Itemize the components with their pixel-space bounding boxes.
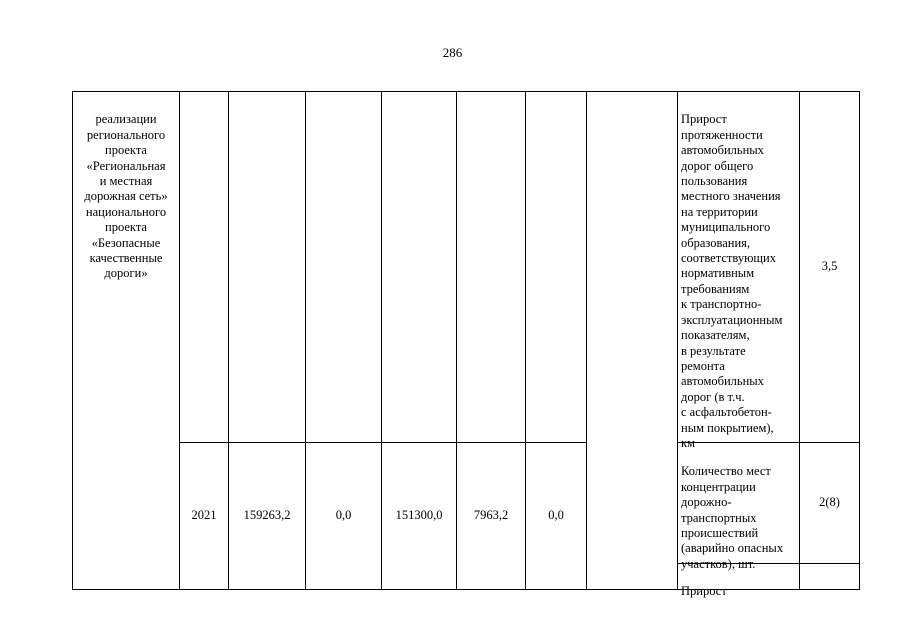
indicator-value-cell	[800, 443, 859, 563]
indicator-name: Прирост протяженности автомобильных дорог общего пользования местного значения на территории муниципального образования, соответствующих нормативным требованиям к транспортно- эксплуатационным показателям, в результате ремонта автомобильных дорог (в т.ч. с асфальтобетон- ным покрытием), км	[681, 112, 783, 450]
indicator-value-cell	[800, 564, 859, 589]
amount-cell-b	[382, 443, 456, 589]
indicator-value: 2(8)	[819, 495, 840, 510]
amount-a: 0,0	[335, 508, 352, 523]
indicator-value: 3,5	[821, 259, 838, 274]
indicator-name-cell	[681, 449, 799, 572]
amount-b: 151300,0	[395, 508, 443, 523]
indicator-name: Количество мест концентрации дорожно- транспортных происшествий (аварийно опасных участков), шт.	[681, 464, 784, 571]
table-border-top	[72, 91, 860, 92]
project-description: реализации регионального проекта «Региональная и местная дорожная сеть» национального проекта «Безопасные качественные дороги»	[84, 112, 168, 281]
column-divider	[677, 91, 678, 590]
total-amount-cell	[229, 443, 305, 589]
year-cell	[180, 443, 228, 589]
indicator-value-cell	[800, 92, 859, 442]
indicator-name-cell	[681, 97, 799, 451]
column-divider	[586, 91, 587, 590]
amount-cell-d	[526, 443, 586, 589]
table-border-right	[859, 91, 860, 590]
amount-d: 0,0	[548, 508, 564, 523]
indicator-name: Прирост	[681, 584, 727, 599]
amount-cell-a	[306, 443, 381, 589]
amount-cell-c	[457, 443, 525, 589]
page-number: 286	[442, 45, 463, 60]
indicator-name-cell	[681, 569, 799, 600]
amount-c: 7963,2	[473, 508, 509, 523]
total-amount: 159263,2	[243, 508, 291, 523]
year: 2021	[191, 508, 217, 523]
project-description-cell	[73, 97, 179, 282]
